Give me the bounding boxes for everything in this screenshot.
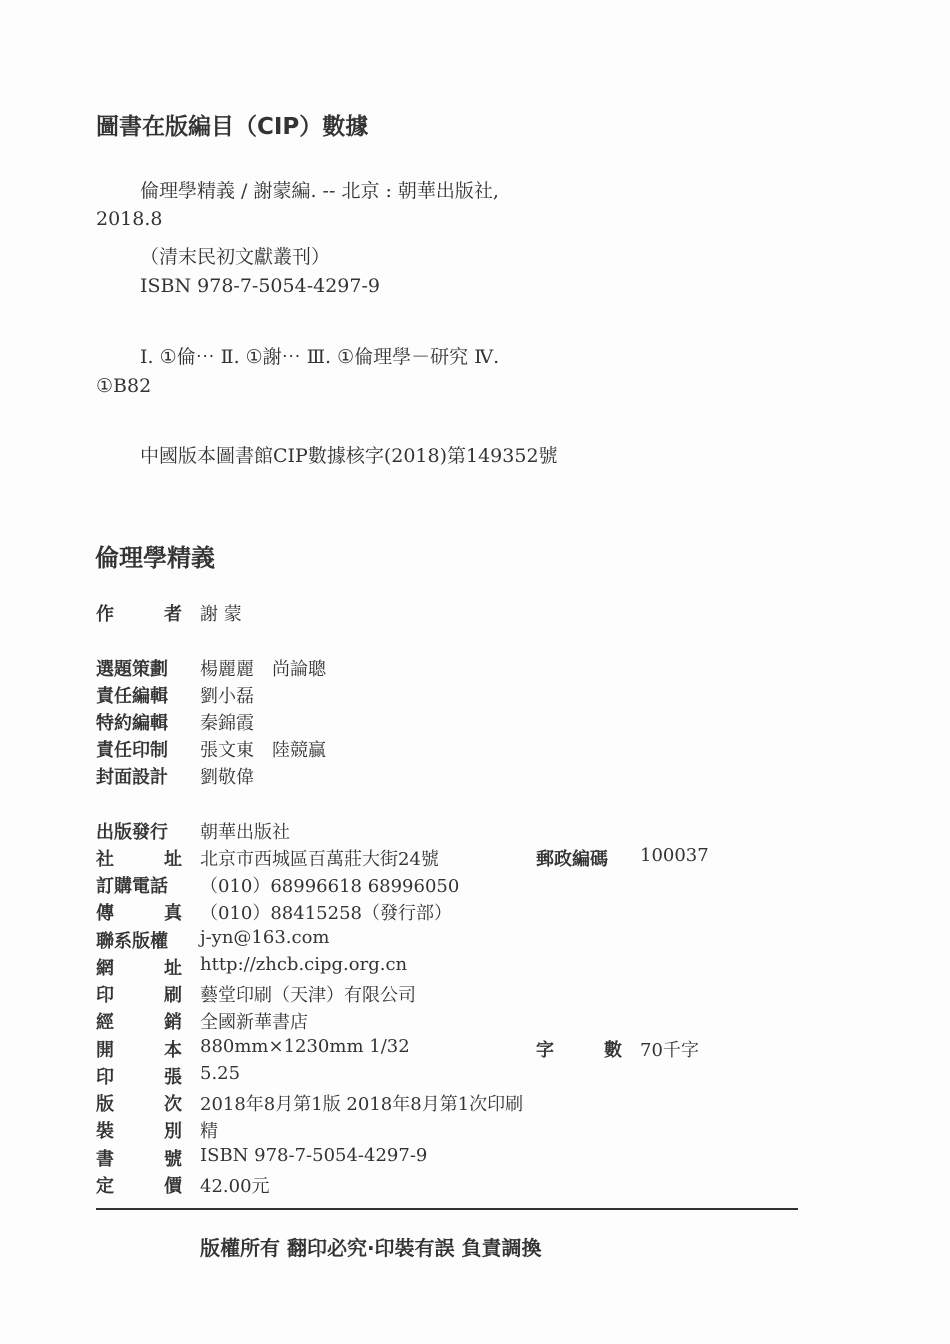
postcode-label: 郵政編碼: [536, 849, 608, 870]
pub-label: 傳 真: [96, 903, 182, 924]
pub-label: 出版發行: [96, 822, 168, 843]
credit-label: 特約編輯: [96, 713, 168, 734]
pub-value: 880mm×1230mm 1/32: [200, 1036, 410, 1057]
credit-label: 選題策劃: [96, 659, 168, 680]
divider: [96, 1208, 798, 1210]
pub-value: 42.00元: [200, 1176, 270, 1197]
pub-label: 版 次: [96, 1094, 182, 1115]
cip-line-5: Ⅰ. ①倫⋯ Ⅱ. ①謝⋯ Ⅲ. ①倫理學－研究 Ⅳ.: [140, 346, 500, 368]
credit-value: 張文東 陸競贏: [200, 740, 326, 761]
wordcount-label: 字 數: [536, 1040, 622, 1061]
pub-value: j-yn@163.com: [200, 927, 330, 948]
credit-value: 秦錦霞: [200, 713, 254, 734]
pub-value: （010）88415258（發行部）: [200, 903, 452, 924]
cip-line-2: 2018.8: [96, 208, 163, 230]
pub-label: 開 本: [96, 1040, 182, 1061]
pub-value: 北京市西城區百萬莊大街24號: [200, 849, 439, 870]
pub-value: 2018年8月第1版 2018年8月第1次印刷: [200, 1094, 524, 1115]
author-label: 作 者: [96, 604, 182, 625]
pub-label: 書 號: [96, 1149, 182, 1170]
pub-label: 聯系版權: [96, 931, 168, 952]
pub-value: 精: [200, 1121, 218, 1142]
credit-value: 劉敬偉: [200, 767, 254, 788]
copyright-notice: 版權所有 翻印必究·印裝有誤 負責調換: [200, 1236, 542, 1260]
credit-label: 責任印制: [96, 740, 168, 761]
pub-label: 訂購電話: [96, 876, 168, 897]
pub-label: 網 址: [96, 958, 182, 979]
credit-label: 責任編輯: [96, 686, 168, 707]
postcode-value: 100037: [640, 845, 709, 866]
pub-label: 經 銷: [96, 1012, 182, 1033]
author-value: 謝 蒙: [200, 604, 242, 625]
pub-value: （010）68996618 68996050: [200, 876, 460, 897]
cip-line-1: 倫理學精義 / 謝蒙編. -- 北京 : 朝華出版社,: [140, 180, 499, 202]
book-title: 倫理學精義: [95, 544, 215, 572]
pub-label: 印 張: [96, 1067, 182, 1088]
pub-value: ISBN 978-7-5054-4297-9: [200, 1145, 428, 1166]
cip-record-number: 中國版本圖書館CIP數據核字(2018)第149352號: [140, 445, 558, 467]
pub-value: http://zhcb.cipg.org.cn: [200, 954, 408, 975]
cip-heading: 圖書在版編目（CIP）數據: [96, 114, 369, 140]
pub-label: 裝 別: [96, 1121, 182, 1142]
pub-value: 全國新華書店: [200, 1012, 308, 1033]
cip-line-3: （清末民初文獻叢刊）: [140, 246, 331, 268]
credit-value: 楊麗麗 尚論聰: [200, 659, 326, 680]
pub-label: 印 刷: [96, 985, 182, 1006]
credit-label: 封面設計: [96, 767, 168, 788]
pub-value: 朝華出版社: [200, 822, 290, 843]
pub-value: 5.25: [200, 1063, 241, 1084]
pub-label: 社 址: [96, 849, 182, 870]
credit-value: 劉小磊: [200, 686, 254, 707]
cip-line-4: ISBN 978-7-5054-4297-9: [140, 275, 380, 297]
cip-line-6: ①B82: [96, 375, 152, 397]
pub-value: 藝堂印刷（天津）有限公司: [200, 985, 416, 1006]
pub-label: 定 價: [96, 1176, 182, 1197]
wordcount-value: 70千字: [640, 1040, 699, 1061]
